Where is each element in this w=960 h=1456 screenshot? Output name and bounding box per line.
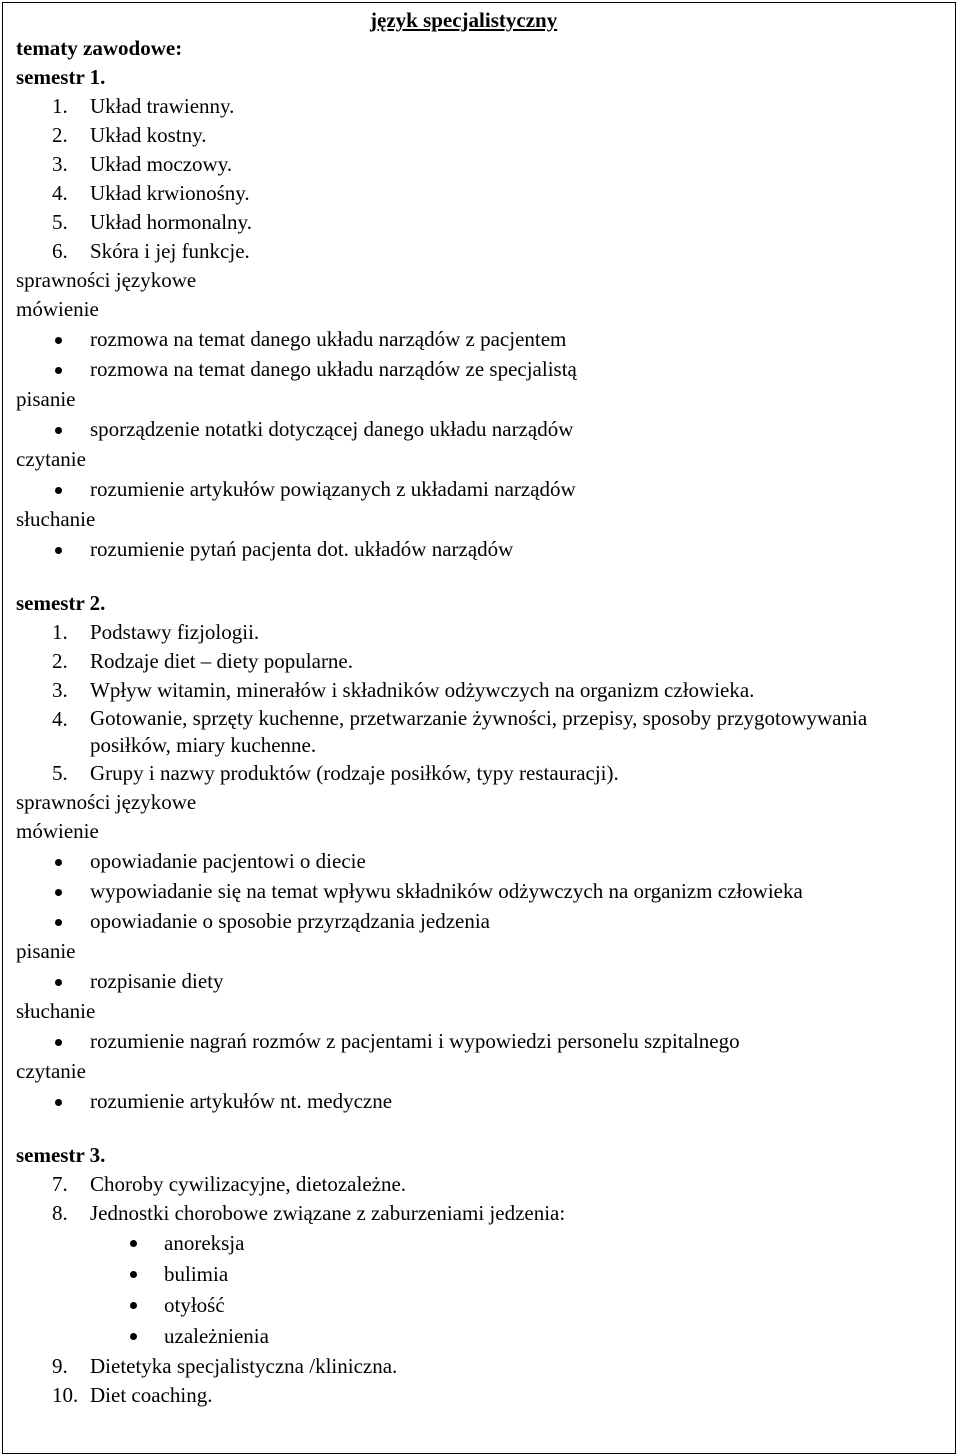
list-item: 4. Gotowanie, sprzęty kuchenne, przetwarzanie żywności, przepisy, sposoby przygotowywania posiłków, miary kuchenne.	[52, 706, 868, 757]
bullet-item: rozumienie artykułów nt. medyczne	[16, 1087, 946, 1116]
skill-writing-label: pisanie	[16, 387, 76, 411]
document-title: język specjalistyczny	[370, 8, 558, 32]
skill-listening-label: słuchanie	[16, 999, 96, 1023]
skill-reading-label: czytanie	[16, 1059, 86, 1083]
list-item: 2. Układ kostny.	[52, 123, 207, 147]
skills-heading: sprawności językowe	[16, 790, 197, 814]
list-item: 3. Wpływ witamin, minerałów i składników odżywczych na organizm człowieka.	[52, 678, 755, 702]
document-body	[16, 34, 946, 1410]
sub-bullet-item: bulimia	[16, 1259, 946, 1290]
semester-3-topic-list-continued	[16, 1352, 946, 1410]
bullet-item: opowiadanie pacjentowi o diecie	[16, 847, 946, 876]
skill-listening-label: słuchanie	[16, 507, 96, 531]
list-item: 1. Podstawy fizjologii.	[52, 620, 260, 644]
bullet-item: rozumienie pytań pacjenta dot. układów narządów	[16, 535, 946, 564]
bullet-item: rozmowa na temat danego układu narządów z pacjentem	[16, 325, 946, 354]
list-item: 6. Skóra i jej funkcje.	[52, 239, 250, 263]
list-item: 3. Układ moczowy.	[52, 152, 233, 176]
list-item: 8. Jednostki chorobowe związane z zaburzeniami jedzenia:	[52, 1201, 566, 1225]
semester-3-heading: semestr 3.	[16, 1143, 106, 1167]
bullet-item: wypowiadanie się na temat wpływu składników odżywczych na organizm człowieka	[16, 877, 850, 906]
skill-speaking-label: mówienie	[16, 297, 99, 321]
skills-heading: sprawności językowe	[16, 268, 197, 292]
semester-1-heading: semestr 1.	[16, 65, 106, 89]
list-item: 4. Układ krwionośny.	[52, 181, 250, 205]
semester-3-topic-list	[16, 1170, 946, 1228]
list-item: 1. Układ trawienny.	[52, 94, 235, 118]
bullet-item: sporządzenie notatki dotyczącej danego układu narządów	[16, 415, 946, 444]
skill-writing-label: pisanie	[16, 939, 76, 963]
list-item: 10. Diet coaching.	[52, 1383, 213, 1407]
list-item: 9. Dietetyka specjalistyczna /kliniczna.	[52, 1354, 398, 1378]
section-heading-topics: tematy zawodowe:	[16, 36, 183, 60]
sub-bullet-item: uzależnienia	[16, 1321, 946, 1352]
list-item: 2. Rodzaje diet – diety popularne.	[52, 649, 354, 673]
list-item: 5. Grupy i nazwy produktów (rodzaje posiłków, typy restauracji).	[52, 761, 619, 785]
bullet-item: rozumienie artykułów powiązanych z układami narządów	[16, 475, 946, 504]
list-item: 5. Układ hormonalny.	[52, 210, 252, 234]
skill-reading-label: czytanie	[16, 447, 86, 471]
semester-2-heading: semestr 2.	[16, 591, 106, 615]
sub-bullet-item: anoreksja	[16, 1228, 946, 1259]
semester-1-topic-list	[16, 92, 946, 266]
bullet-item: rozmowa na temat danego układu narządów ze specjalistą	[16, 355, 946, 384]
semester-2-topic-list	[16, 618, 946, 788]
bullet-item: opowiadanie o sposobie przyrządzania jedzenia	[16, 907, 946, 936]
list-item: 7. Choroby cywilizacyjne, dietozależne.	[52, 1172, 407, 1196]
bullet-item: rozumienie nagrań rozmów z pacjentami i wypowiedzi personelu szpitalnego	[16, 1027, 946, 1056]
sub-bullet-item: otyłość	[16, 1290, 946, 1321]
bullet-item: rozpisanie diety	[16, 967, 946, 996]
skill-speaking-label: mówienie	[16, 819, 99, 843]
